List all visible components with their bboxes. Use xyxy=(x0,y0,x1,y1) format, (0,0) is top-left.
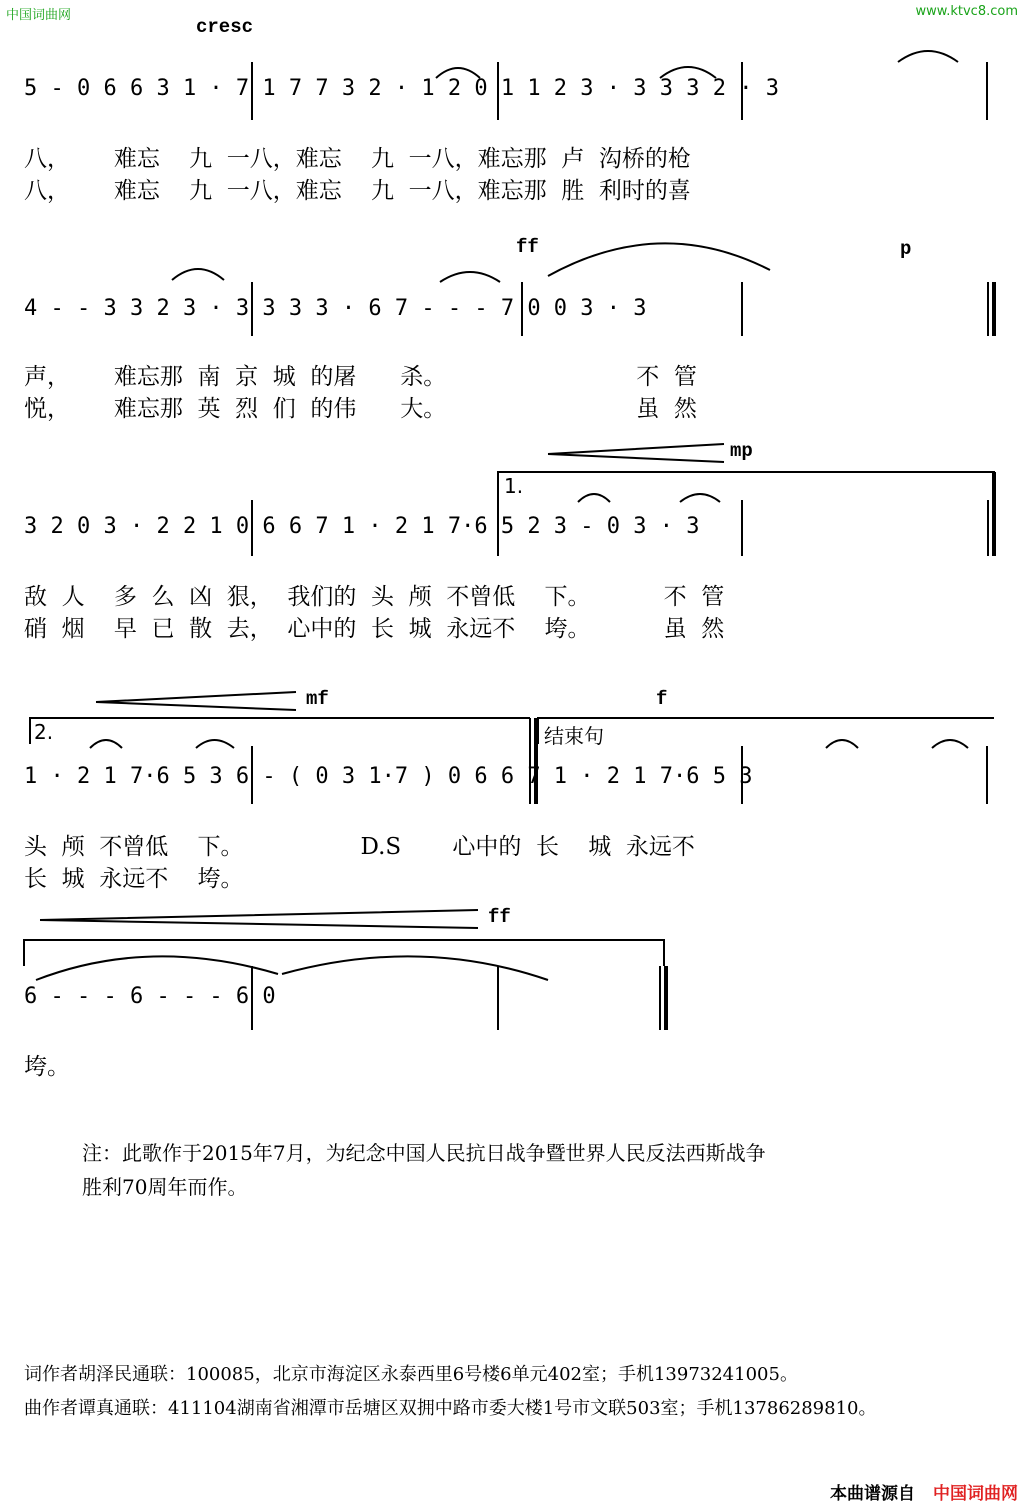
dynamic-ff-final: ff xyxy=(488,906,511,928)
score-system-5 xyxy=(24,984,1000,1028)
score-system-2 xyxy=(24,296,1000,340)
dynamic-mf: mf xyxy=(306,688,329,710)
site-logo-left: 中国词曲网 xyxy=(6,8,72,23)
score-system-4 xyxy=(24,764,1000,808)
footer-source xyxy=(830,1479,1018,1504)
score-system-3 xyxy=(24,514,1000,558)
notes-line: 4 - - 3 3 2 3 · 3 3 3 3 · 6 7 - - - 7 0 0 3 · 3 xyxy=(24,296,647,321)
composer-contact: 曲作者谭真通联：411104湖南省湘潭市岳塘区双拥中路市委大楼1号市文联503室；手机13786289810。 xyxy=(24,1398,877,1419)
lyrics-verse-2: 硝 烟 早 已 散 去， 心中的 长 城 永远不 垮。 虽 然 xyxy=(24,616,725,642)
lyrics-verse-1: 头 颅 不曾低 下。 D.S 心中的 长 城 永远不 xyxy=(24,834,695,860)
lyrics-verse-1: 八， 难忘 九 一八，难忘 九 一八，难忘那 卢 沟桥的枪 xyxy=(24,146,691,172)
footer-brand-link[interactable]: 中国词曲网 xyxy=(933,1484,1018,1504)
ending-1-label: 1. xyxy=(504,474,524,498)
notes-line: 1 · 2 1 7·6 5 3 6 - ( 0 3 1·7 ) 0 6 6 7 1 · 2 1 7·6 5 3 xyxy=(24,764,753,789)
site-url[interactable]: www.ktvc8.com xyxy=(915,4,1018,19)
dynamic-f: f xyxy=(656,688,668,710)
lyrics-verse-1: 声， 难忘那 南 京 城 的屠 杀。 不 管 xyxy=(24,364,697,390)
lyrics-verse-2: 八， 难忘 九 一八，难忘 九 一八，难忘那 胜 利时的喜 xyxy=(24,178,691,204)
notes-line: 5 - 0 6 6 3 1 · 7 1 7 7 3 2 · 1 2 0 1 1 2 3 · 3 3 3 2 · 3 xyxy=(24,76,779,101)
notes-line: 3 2 0 3 · 2 2 1 0 6 6 7 1 · 2 1 7·6 5 2 3 - 0 3 · 3 xyxy=(24,514,700,539)
notes-line: 6 - - - 6 - - - 6 0 xyxy=(24,984,276,1009)
note-line-1: 注：此歌作于2015年7月，为纪念中国人民抗日战争暨世界人民反法西斯战争 xyxy=(82,1141,766,1165)
dynamic-cresc: cresc xyxy=(196,16,254,38)
lyrics-verse-2: 悦， 难忘那 英 烈 们 的伟 大。 虽 然 xyxy=(24,396,697,422)
dynamic-p: p xyxy=(900,238,912,260)
composition-note xyxy=(82,1136,766,1204)
dynamic-mp: mp xyxy=(730,440,753,462)
score-system-1 xyxy=(24,76,1000,120)
lyricist-contact: 词作者胡泽民通联：100085，北京市海淀区永泰西里6号楼6单元402室；手机13973241005。 xyxy=(24,1364,798,1385)
footer-source-label: 本曲谱源自 xyxy=(830,1484,915,1504)
dynamic-ff: ff xyxy=(516,236,539,258)
ending-2-label: 2. xyxy=(34,720,54,744)
coda-label: 结束句 xyxy=(544,724,604,748)
note-line-2: 胜利70周年而作。 xyxy=(82,1175,248,1199)
lyrics-verse-1: 敌 人 多 么 凶 狠， 我们的 头 颅 不曾低 下。 不 管 xyxy=(24,584,725,610)
lyrics-verse-2: 长 城 永远不 垮。 xyxy=(24,866,244,892)
lyrics-verse-1: 垮。 xyxy=(24,1054,70,1080)
